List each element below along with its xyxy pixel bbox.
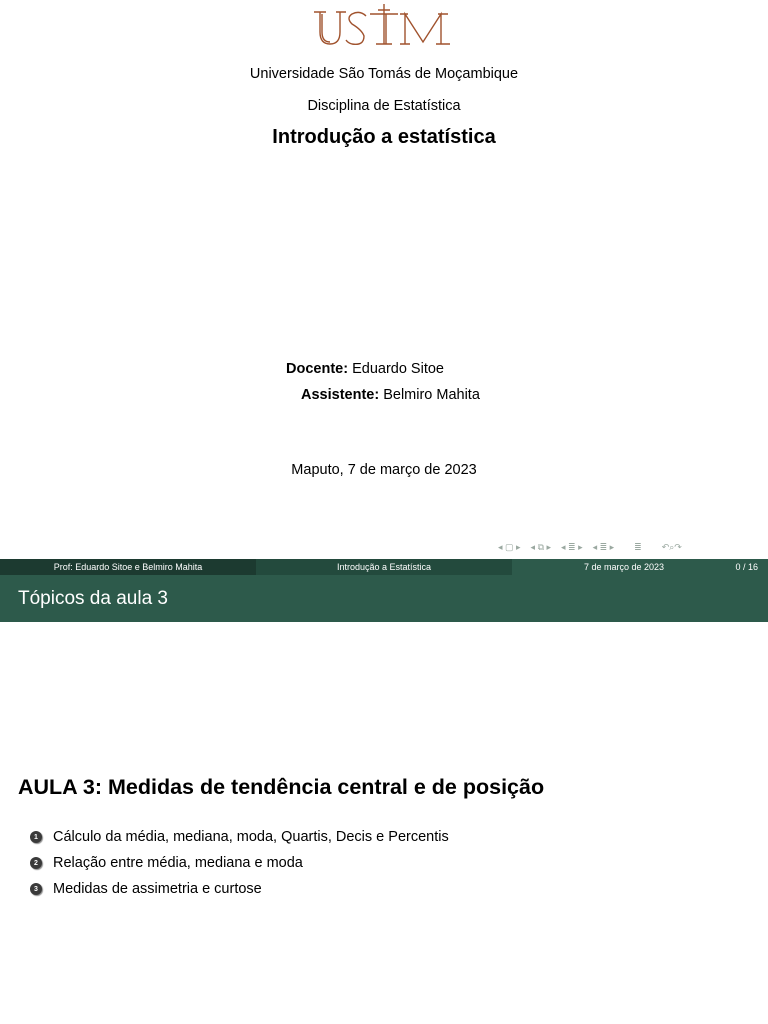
docente-label: Docente: xyxy=(286,361,349,377)
footer-authors: Prof: Eduardo Sitoe e Belmiro Mahita xyxy=(0,559,256,575)
footer-page-number: 0 / 16 xyxy=(735,562,758,572)
beamer-navigation xyxy=(498,540,682,554)
ustm-logo xyxy=(310,2,458,50)
enumerate-bullet: 3 xyxy=(30,883,42,895)
enumerate-bullet: 2 xyxy=(30,857,42,869)
nav-subsection-list-icon[interactable]: ◂ ≣ ▸ xyxy=(592,541,615,552)
list-item xyxy=(30,850,449,876)
slide-footer xyxy=(0,559,768,575)
lesson-heading: AULA 3: Medidas de tendência central e de posição xyxy=(18,775,545,799)
nav-frame-icon[interactable]: ◂ ▢ ▸ xyxy=(498,541,521,552)
assistente-label: Assistente: xyxy=(301,387,380,403)
frame-title: Tópicos da aula 3 xyxy=(18,588,168,609)
list-item xyxy=(30,876,449,902)
university-name: Universidade São Tomás de Moçambique xyxy=(249,66,519,82)
footer-course: Introdução a Estatística xyxy=(256,559,512,575)
list-item-text: Cálculo da média, mediana, moda, Quartis, Decis e Percentis xyxy=(53,829,449,845)
list-item-text: Relação entre média, mediana e moda xyxy=(53,855,303,871)
place-date: Maputo, 7 de março de 2023 xyxy=(291,462,477,478)
footer-date: 7 de março de 2023 xyxy=(584,562,665,572)
enumerate-bullet: 1 xyxy=(30,831,42,843)
docente-line xyxy=(286,361,444,377)
list-item-text: Medidas de assimetria e curtose xyxy=(53,881,262,897)
nav-search-icon[interactable]: ↶⌕↷ xyxy=(661,541,682,552)
discipline-name: Disciplina de Estatística xyxy=(307,98,461,114)
assistente-name: Belmiro Mahita xyxy=(383,387,480,403)
footer-right xyxy=(512,559,768,575)
slide-title: Introdução a estatística xyxy=(272,126,496,148)
nav-doc-icon[interactable]: ≣ xyxy=(634,541,642,552)
nav-section-icon[interactable]: ◂ ≣ ▸ xyxy=(561,541,583,552)
frame-title-bar xyxy=(0,575,768,622)
docente-name: Eduardo Sitoe xyxy=(352,361,444,377)
nav-subsection-icon[interactable]: ◂ ⧉ ▸ xyxy=(530,541,552,552)
topic-list xyxy=(30,824,449,902)
assistente-line xyxy=(301,387,480,403)
list-item xyxy=(30,824,449,850)
